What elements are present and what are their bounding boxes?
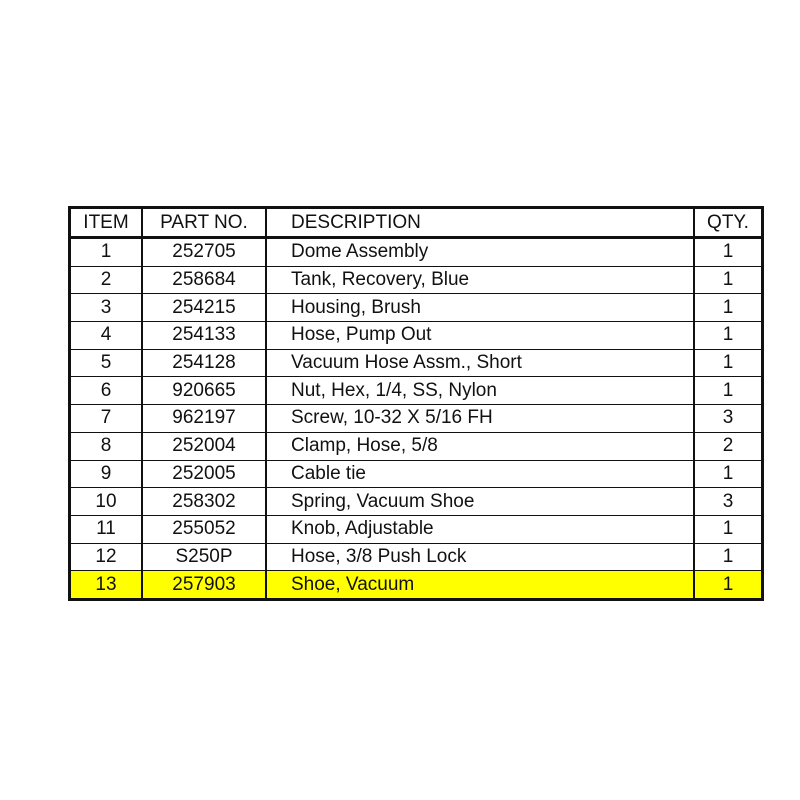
cell-description: Nut, Hex, 1/4, SS, Nylon: [266, 377, 694, 405]
cell-part-no: 252705: [142, 238, 266, 267]
table-row: [70, 238, 763, 267]
cell-description: Hose, Pump Out: [266, 322, 694, 350]
table-body: [70, 238, 763, 600]
cell-description: Vacuum Hose Assm., Short: [266, 349, 694, 377]
cell-part-no: 254128: [142, 349, 266, 377]
cell-item: 2: [70, 266, 143, 294]
table-row: [70, 322, 763, 350]
cell-qty: 1: [694, 460, 763, 488]
cell-part-no: 920665: [142, 377, 266, 405]
cell-description: Knob, Adjustable: [266, 515, 694, 543]
cell-qty: 3: [694, 488, 763, 516]
parts-list-table: [68, 206, 764, 601]
cell-part-no: 252004: [142, 432, 266, 460]
table-row: [70, 349, 763, 377]
table-row: [70, 405, 763, 433]
header-item: ITEM: [70, 208, 143, 238]
cell-item: 1: [70, 238, 143, 267]
table-row: [70, 266, 763, 294]
table-row: [70, 543, 763, 571]
cell-description: Housing, Brush: [266, 294, 694, 322]
cell-description: Clamp, Hose, 5/8: [266, 432, 694, 460]
cell-description: Hose, 3/8 Push Lock: [266, 543, 694, 571]
cell-part-no: 254133: [142, 322, 266, 350]
cell-qty: 1: [694, 515, 763, 543]
header-part-no: PART NO.: [142, 208, 266, 238]
cell-part-no: 252005: [142, 460, 266, 488]
cell-item: 6: [70, 377, 143, 405]
table-row: [70, 460, 763, 488]
header-qty: QTY.: [694, 208, 763, 238]
cell-description: Screw, 10-32 X 5/16 FH: [266, 405, 694, 433]
cell-description: Shoe, Vacuum: [266, 571, 694, 600]
table-row: [70, 377, 763, 405]
cell-item: 11: [70, 515, 143, 543]
cell-qty: 1: [694, 571, 763, 600]
cell-qty: 1: [694, 322, 763, 350]
table-header: [70, 208, 763, 238]
cell-part-no: 257903: [142, 571, 266, 600]
cell-qty: 3: [694, 405, 763, 433]
cell-description: Cable tie: [266, 460, 694, 488]
cell-qty: 1: [694, 377, 763, 405]
table-row: [70, 432, 763, 460]
cell-qty: 1: [694, 543, 763, 571]
cell-qty: 1: [694, 266, 763, 294]
table-row: [70, 488, 763, 516]
cell-item: 10: [70, 488, 143, 516]
cell-qty: 1: [694, 238, 763, 267]
cell-description: Tank, Recovery, Blue: [266, 266, 694, 294]
cell-item: 8: [70, 432, 143, 460]
cell-qty: 2: [694, 432, 763, 460]
cell-part-no: 258684: [142, 266, 266, 294]
cell-qty: 1: [694, 349, 763, 377]
cell-part-no: 255052: [142, 515, 266, 543]
cell-item: 5: [70, 349, 143, 377]
table-row-highlighted: [70, 571, 763, 600]
cell-item: 12: [70, 543, 143, 571]
cell-part-no: S250P: [142, 543, 266, 571]
cell-qty: 1: [694, 294, 763, 322]
header-row: [70, 208, 763, 238]
header-description: DESCRIPTION: [266, 208, 694, 238]
cell-item: 9: [70, 460, 143, 488]
cell-item: 7: [70, 405, 143, 433]
cell-part-no: 962197: [142, 405, 266, 433]
table-row: [70, 294, 763, 322]
cell-part-no: 254215: [142, 294, 266, 322]
cell-part-no: 258302: [142, 488, 266, 516]
cell-item: 3: [70, 294, 143, 322]
cell-description: Spring, Vacuum Shoe: [266, 488, 694, 516]
cell-description: Dome Assembly: [266, 238, 694, 267]
table-row: [70, 515, 763, 543]
cell-item: 4: [70, 322, 143, 350]
cell-item: 13: [70, 571, 143, 600]
